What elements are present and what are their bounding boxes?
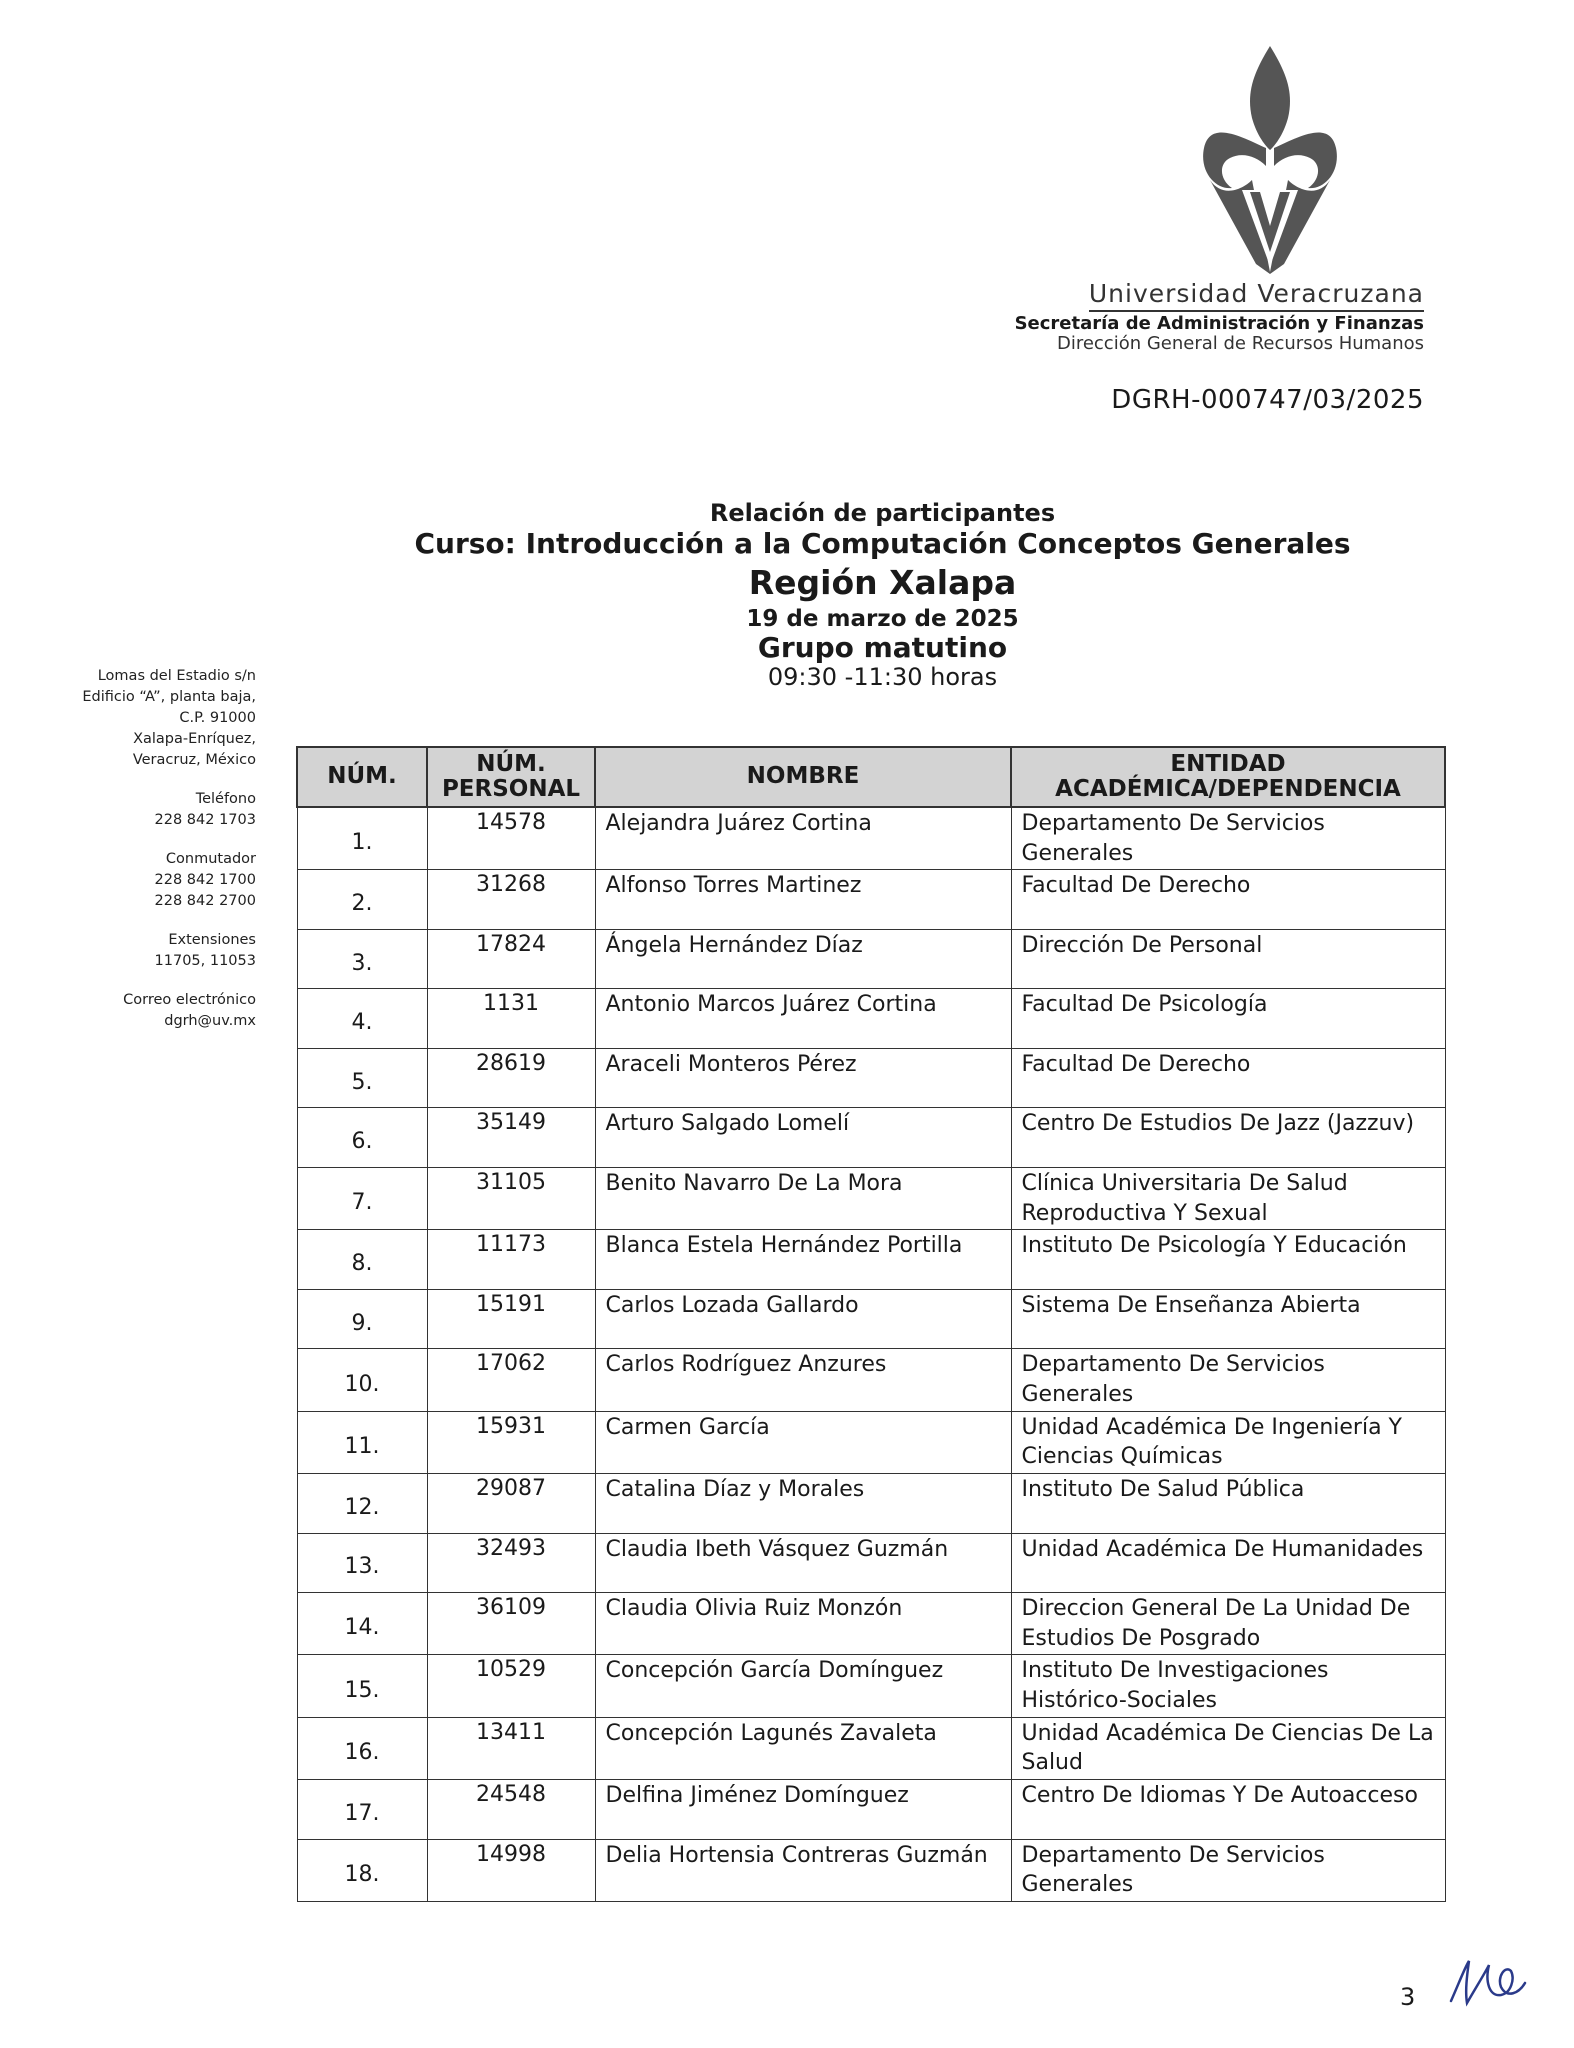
table-row: [297, 870, 1445, 930]
cell-name: Concepción Lagunés Zavaleta: [595, 1717, 1011, 1779]
cell-entity: Facultad De Derecho: [1011, 870, 1445, 930]
cell-num: 16.: [297, 1717, 427, 1779]
table-header-row: [297, 747, 1445, 807]
table-row: [297, 1655, 1445, 1717]
course-name: Curso: Introducción a la Computación Conceptos Generales: [414, 526, 1351, 560]
cell-name: Arturo Salgado Lomelí: [595, 1108, 1011, 1168]
cell-entity: Facultad De Psicología: [1011, 989, 1445, 1049]
switchboard-number: 228 842 1700: [154, 872, 256, 889]
cell-entity: Clínica Universitaria De Salud Reproductiva Y Sexual: [1011, 1167, 1445, 1229]
extensions-numbers: 11705, 11053: [154, 953, 256, 970]
cell-personal-number: 13411: [427, 1717, 595, 1779]
cell-name: Carmen García: [595, 1411, 1011, 1473]
handwritten-initials: [1445, 1953, 1530, 2013]
table-row: [297, 1230, 1445, 1290]
table-row: [297, 1289, 1445, 1349]
cell-name: Araceli Monteros Pérez: [595, 1048, 1011, 1108]
switchboard-number: 228 842 2700: [154, 893, 256, 910]
address-block: [40, 666, 256, 771]
cell-name: Catalina Díaz y Morales: [595, 1474, 1011, 1534]
column-header-personal: NÚM. PERSONAL: [427, 747, 595, 807]
cell-num: 5.: [297, 1048, 427, 1108]
phone-label: Teléfono: [195, 791, 256, 808]
cell-personal-number: 17062: [427, 1349, 595, 1411]
cell-num: 15.: [297, 1655, 427, 1717]
table-body: [297, 807, 1445, 1902]
cell-num: 4.: [297, 989, 427, 1049]
table-row: [297, 1474, 1445, 1534]
cell-personal-number: 28619: [427, 1048, 595, 1108]
column-header-entity: ENTIDAD ACADÉMICA/DEPENDENCIA: [1011, 747, 1445, 807]
cell-num: 13.: [297, 1533, 427, 1593]
table-row: [297, 1593, 1445, 1655]
cell-entity: Instituto De Investigaciones Histórico-Sociales: [1011, 1655, 1445, 1717]
cell-personal-number: 35149: [427, 1108, 595, 1168]
cell-entity: Instituto De Salud Pública: [1011, 1474, 1445, 1534]
cell-personal-number: 15191: [427, 1289, 595, 1349]
document-header: [295, 500, 1470, 692]
secretariat-name: Secretaría de Administración y Finanzas: [1014, 312, 1424, 334]
address-line: Edificio “A”, planta baja,: [82, 689, 256, 706]
cell-personal-number: 24548: [427, 1780, 595, 1840]
address-line: C.P. 91000: [179, 710, 256, 727]
cell-personal-number: 31105: [427, 1167, 595, 1229]
table-row: [297, 1411, 1445, 1473]
cell-entity: Departamento De Servicios Generales: [1011, 1349, 1445, 1411]
cell-name: Delfina Jiménez Domínguez: [595, 1780, 1011, 1840]
cell-entity: Unidad Académica De Ingeniería Y Ciencias Químicas: [1011, 1411, 1445, 1473]
address-line: Veracruz, México: [132, 752, 256, 769]
cell-name: Concepción García Domínguez: [595, 1655, 1011, 1717]
cell-num: 3.: [297, 929, 427, 989]
cell-personal-number: 1131: [427, 989, 595, 1049]
cell-entity: Dirección De Personal: [1011, 929, 1445, 989]
contact-sidebar: [40, 666, 256, 1050]
letterhead: [1015, 280, 1424, 355]
cell-num: 11.: [297, 1411, 427, 1473]
university-logo: [1180, 40, 1360, 275]
cell-entity: Departamento De Servicios Generales: [1011, 1839, 1445, 1901]
cell-num: 6.: [297, 1108, 427, 1168]
cell-personal-number: 36109: [427, 1593, 595, 1655]
table-row: [297, 989, 1445, 1049]
table-row: [297, 1349, 1445, 1411]
cell-num: 7.: [297, 1167, 427, 1229]
address-line: Xalapa-Enríquez,: [133, 731, 256, 748]
cell-personal-number: 10529: [427, 1655, 595, 1717]
extensions-label: Extensiones: [168, 932, 256, 949]
cell-name: Blanca Estela Hernández Portilla: [595, 1230, 1011, 1290]
directorate-name: Dirección General de Recursos Humanos: [1056, 333, 1424, 355]
cell-name: Claudia Ibeth Vásquez Guzmán: [595, 1533, 1011, 1593]
cell-personal-number: 11173: [427, 1230, 595, 1290]
switchboard-label: Conmutador: [165, 851, 256, 868]
document-number: DGRH-000747/03/2025: [1111, 385, 1424, 415]
document-title: Relación de participantes: [709, 499, 1056, 527]
table-row: [297, 1167, 1445, 1229]
cell-name: Delia Hortensia Contreras Guzmán: [595, 1839, 1011, 1901]
address-line: Lomas del Estadio s/n: [97, 668, 256, 684]
phone-number: 228 842 1703: [154, 812, 256, 829]
table-row: [297, 1717, 1445, 1779]
table-row: [297, 1108, 1445, 1168]
cell-name: Alejandra Juárez Cortina: [595, 807, 1011, 870]
table-row: [297, 1533, 1445, 1593]
cell-personal-number: 17824: [427, 929, 595, 989]
page-number: 3: [1400, 1983, 1416, 2011]
cell-personal-number: 14578: [427, 807, 595, 870]
cell-num: 10.: [297, 1349, 427, 1411]
phone-block: [40, 789, 256, 831]
course-date: 19 de marzo de 2025: [746, 605, 1019, 632]
cell-num: 8.: [297, 1230, 427, 1290]
cell-num: 18.: [297, 1839, 427, 1901]
table-row: [297, 1780, 1445, 1840]
cell-entity: Departamento De Servicios Generales: [1011, 807, 1445, 870]
table-row: [297, 807, 1445, 870]
cell-name: Ángela Hernández Díaz: [595, 929, 1011, 989]
cell-entity: Centro De Idiomas Y De Autoacceso: [1011, 1780, 1445, 1840]
cell-personal-number: 32493: [427, 1533, 595, 1593]
cell-entity: Facultad De Derecho: [1011, 1048, 1445, 1108]
extensions-block: [40, 930, 256, 972]
course-schedule: 09:30 -11:30 horas: [767, 663, 998, 692]
cell-name: Carlos Lozada Gallardo: [595, 1289, 1011, 1349]
column-header-num: NÚM.: [297, 747, 427, 807]
cell-personal-number: 29087: [427, 1474, 595, 1534]
cell-personal-number: 31268: [427, 870, 595, 930]
switchboard-block: [40, 849, 256, 912]
cell-num: 2.: [297, 870, 427, 930]
cell-name: Benito Navarro De La Mora: [595, 1167, 1011, 1229]
participants-table: [296, 746, 1446, 1902]
cell-entity: Direccion General De La Unidad De Estudios De Posgrado: [1011, 1593, 1445, 1655]
email-label: Correo electrónico: [123, 992, 256, 1009]
email-address: dgrh@uv.mx: [164, 1013, 256, 1030]
cell-num: 1.: [297, 807, 427, 870]
cell-personal-number: 15931: [427, 1411, 595, 1473]
cell-num: 17.: [297, 1780, 427, 1840]
cell-entity: Centro De Estudios De Jazz (Jazzuv): [1011, 1108, 1445, 1168]
cell-personal-number: 14998: [427, 1839, 595, 1901]
university-name: Universidad Veracruzana: [1089, 280, 1424, 312]
region-name: Región Xalapa: [748, 562, 1017, 602]
cell-entity: Unidad Académica De Humanidades: [1011, 1533, 1445, 1593]
cell-name: Carlos Rodríguez Anzures: [595, 1349, 1011, 1411]
group-name: Grupo matutino: [757, 631, 1008, 665]
table-row: [297, 929, 1445, 989]
email-block: [40, 990, 256, 1032]
cell-entity: Instituto De Psicología Y Educación: [1011, 1230, 1445, 1290]
cell-entity: Sistema De Enseñanza Abierta: [1011, 1289, 1445, 1349]
cell-name: Antonio Marcos Juárez Cortina: [595, 989, 1011, 1049]
column-header-name: NOMBRE: [595, 747, 1011, 807]
cell-num: 14.: [297, 1593, 427, 1655]
cell-entity: Unidad Académica De Ciencias De La Salud: [1011, 1717, 1445, 1779]
cell-num: 12.: [297, 1474, 427, 1534]
cell-name: Claudia Olivia Ruiz Monzón: [595, 1593, 1011, 1655]
cell-name: Alfonso Torres Martinez: [595, 870, 1011, 930]
table-row: [297, 1048, 1445, 1108]
cell-num: 9.: [297, 1289, 427, 1349]
table-row: [297, 1839, 1445, 1901]
